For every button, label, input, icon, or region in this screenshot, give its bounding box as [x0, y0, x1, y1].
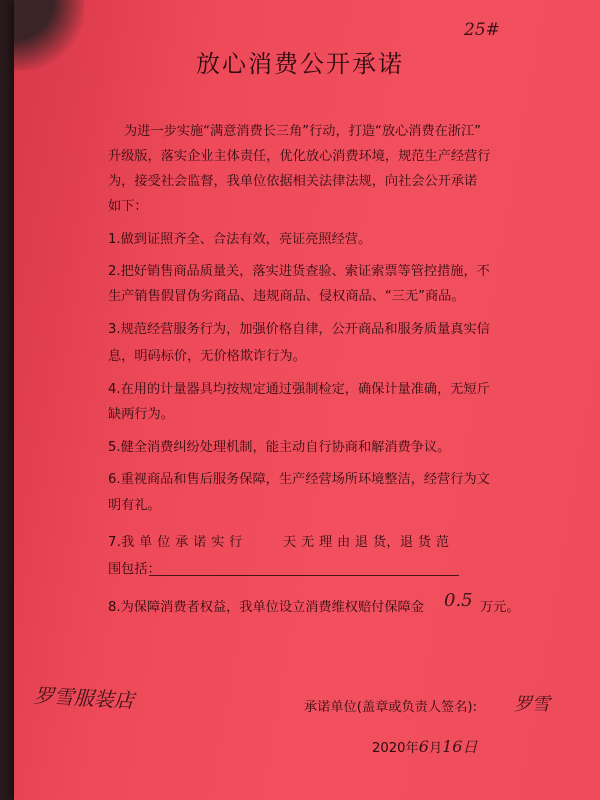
- intro-line: 为进一步实施“满意消费长三角”行动，打造“放心消费在浙江”: [124, 124, 482, 139]
- corner-note: 25#: [464, 20, 500, 40]
- promise-item: 3.规范经营服务行为，加强价格自律，公开商品和服务质量真实信: [108, 322, 490, 337]
- signature-handwritten: 罗雪: [514, 694, 550, 715]
- promise-item-cont: 明有礼。: [108, 498, 161, 513]
- deposit-unit: 万元。: [480, 600, 520, 615]
- promise-item: 7.我 单 位 承 诺 实 行 天 无 理 由 退 货，退 货 范: [108, 535, 450, 550]
- promise-item: 4.在用的计量器具均按规定通过强制检定，确保计量准确，无短斤: [108, 382, 490, 397]
- promise-document: [14, 0, 600, 800]
- deposit-amount-handwritten: 0.5: [444, 590, 473, 611]
- date-month-char: 月: [428, 741, 443, 756]
- intro-line: 为，接受社会监督，我单位依据相关法律法规，向社会公开承诺: [108, 174, 478, 189]
- promise-item-cont: 生产销售假冒伪劣商品、违规商品、侵权商品、“三无”商品。: [108, 289, 465, 304]
- date-month: 6: [418, 737, 429, 756]
- date-day: 16: [442, 737, 463, 756]
- intro-line: 如下：: [108, 199, 148, 214]
- promise-item: 6.重视商品和售后服务保障，生产经营场所环境整洁，经营行为文: [108, 472, 490, 487]
- promise-item: 8.为保障消费者权益，我单位设立消费维权赔付保障金: [108, 600, 424, 615]
- promise-item: 2.把好销售商品质量关，落实进货查验、索证索票等管控措施，不: [108, 264, 490, 279]
- signature-label: 承诺单位(盖章或负责人签名):: [304, 700, 477, 715]
- page-title: 放心消费公开承诺: [196, 50, 404, 78]
- date-line: [372, 736, 478, 757]
- promise-item-cont: 息，明码标价，无价格欺诈行为。: [108, 349, 306, 364]
- intro-line: 升级版，落实企业主体责任，优化放心消费环境，规范生产经营行: [108, 149, 491, 164]
- promise-item-cont: 围包括：: [108, 562, 161, 577]
- date-day-char: 日: [462, 738, 478, 756]
- store-name-handwritten: 罗雪服装店: [33, 683, 135, 713]
- return-scope-blank: [149, 575, 459, 576]
- promise-item-cont: 缺两行为。: [108, 407, 174, 422]
- promise-item: 1.做到证照齐全、合法有效，亮证亮照经营。: [108, 232, 372, 247]
- date-year: 2020年: [372, 741, 419, 756]
- promise-item: 5.健全消费纠纷处理机制，能主动自行协商和解消费争议。: [108, 440, 451, 455]
